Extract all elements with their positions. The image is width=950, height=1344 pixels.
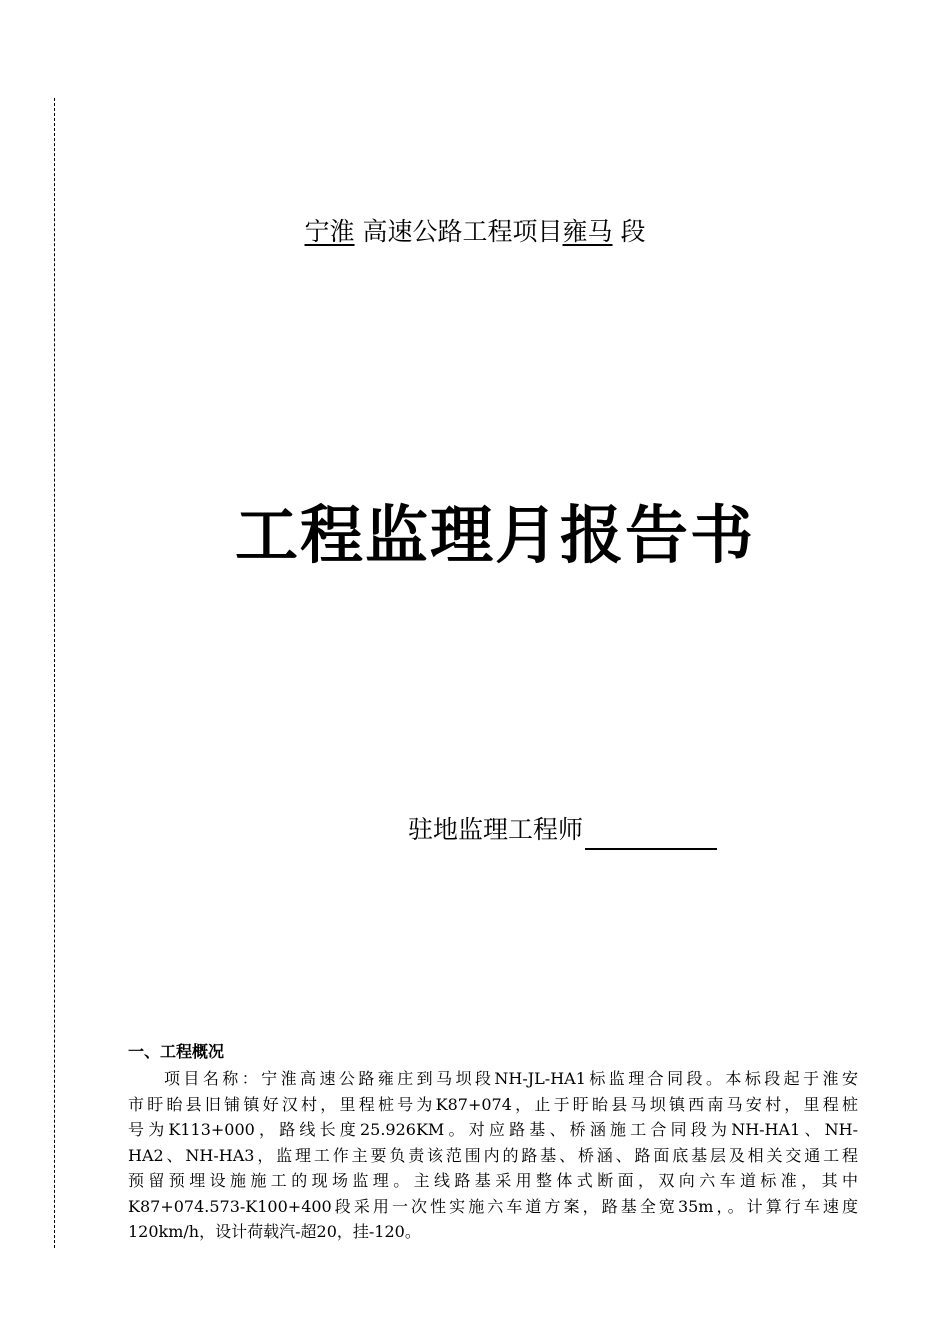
section-body [128,1066,858,1245]
section-heading: 一、工程概况 [128,1042,225,1061]
report-title: 工程监理月报告书 [235,499,755,572]
project-suffix: 段 [620,217,646,246]
project-prefix: 宁淮 [304,217,355,246]
engineer-label: 驻地监理工程师 [408,815,584,844]
project-name-line [0,212,950,252]
body-line: 预留预埋设施施工的现场监理。主线路基采用整体式断面，双向六车道标准，其中 [128,1171,858,1190]
body-line: 市盱眙县旧铺镇好汉村，里程桩号为K87+074，止于盱眙县马坝镇西南马安村，里程桩 [128,1094,858,1114]
body-line: K87+074.573-K100+400段采用一次性实施六车道方案，路基全宽35m，。计算行车速度 [128,1196,858,1216]
body-line: HA2、NH-HA3，监理工作主要负责该范围内的路基、桥涵、路面底基层及相关交通工程 [128,1145,858,1165]
project-segment: 雍马 [562,217,613,246]
engineer-signature-line [408,810,717,850]
body-line: 项目名称：宁淮高速公路雍庄到马坝段NH-JL-HA1标监理合同段。本标段起于淮安 [164,1069,858,1088]
signature-blank [585,818,717,850]
binding-margin-line [54,98,55,1248]
body-line: 号为K113+000，路线长度25.926KM。对应路基、桥涵施工合同段为NH-HA1、NH- [128,1120,858,1139]
body-line: 120km/h，设计荷载汽-超20，挂-120。 [128,1222,421,1241]
project-middle: 高速公路工程项目 [362,217,563,246]
